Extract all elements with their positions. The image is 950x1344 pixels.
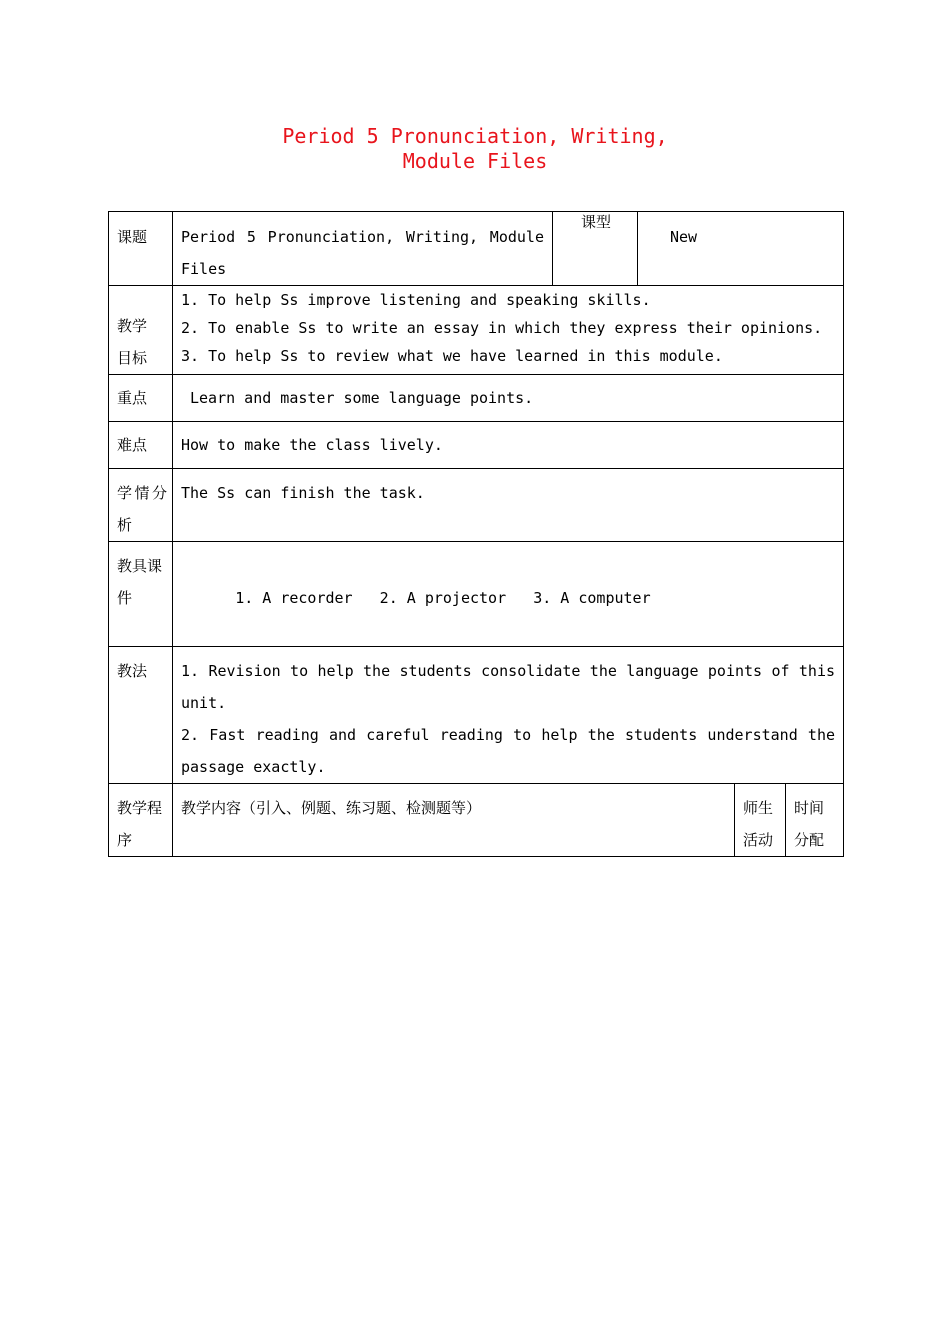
- difficulties-row: [109, 422, 844, 469]
- procedure-label: 教学程序: [109, 784, 173, 857]
- aids-label: 教具课件: [109, 542, 173, 647]
- analysis-value: The Ss can finish the task.: [173, 469, 844, 542]
- methods-label: 教法: [109, 647, 173, 784]
- key-points-value: Learn and master some language points.: [173, 375, 844, 422]
- topic-row: [109, 212, 844, 286]
- page-title-line-1: Period 5 Pronunciation, Writing,: [282, 124, 668, 148]
- methods-row: [109, 647, 844, 784]
- aids-value: 1. A recorder 2. A projector 3. A computer: [173, 542, 844, 647]
- objective-item: 3. To help Ss to review what we have learned in this module.: [181, 347, 723, 365]
- difficulties-value: How to make the class lively.: [173, 422, 844, 469]
- procedure-content-header: 教学内容（引入、例题、练习题、检测题等）: [173, 784, 735, 857]
- lesson-type-value: New: [638, 212, 844, 286]
- activity-header: 师生活动: [735, 784, 786, 857]
- lesson-type-label: 课型: [553, 212, 638, 286]
- objectives-label: 教学目标: [109, 286, 173, 375]
- key-points-label: 重点: [109, 375, 173, 422]
- procedure-row: [109, 784, 844, 857]
- topic-label: 课题: [109, 212, 173, 286]
- aids-row: [109, 542, 844, 647]
- objective-item: 1. To help Ss improve listening and speaking skills.: [181, 291, 651, 309]
- time-header: 时间分配: [786, 784, 844, 857]
- objectives-row: [109, 286, 844, 375]
- method-item: 1. Revision to help the students consolidate the language points of this unit.: [181, 662, 836, 712]
- method-item: 2. Fast reading and careful reading to help the students understand the passage exactly.: [181, 726, 836, 776]
- key-points-row: [109, 375, 844, 422]
- objectives-list: [173, 286, 844, 375]
- lesson-plan-table: [108, 211, 844, 857]
- analysis-row: [109, 469, 844, 542]
- topic-value: Period 5 Pronunciation, Writing, Module Files: [173, 212, 553, 286]
- objective-item: 2. To enable Ss to write an essay in which they express their opinions.: [181, 319, 823, 337]
- difficulties-label: 难点: [109, 422, 173, 469]
- analysis-label: 学情分析: [109, 469, 173, 542]
- page-title-line-2: Module Files: [402, 149, 548, 173]
- methods-list: [173, 647, 844, 784]
